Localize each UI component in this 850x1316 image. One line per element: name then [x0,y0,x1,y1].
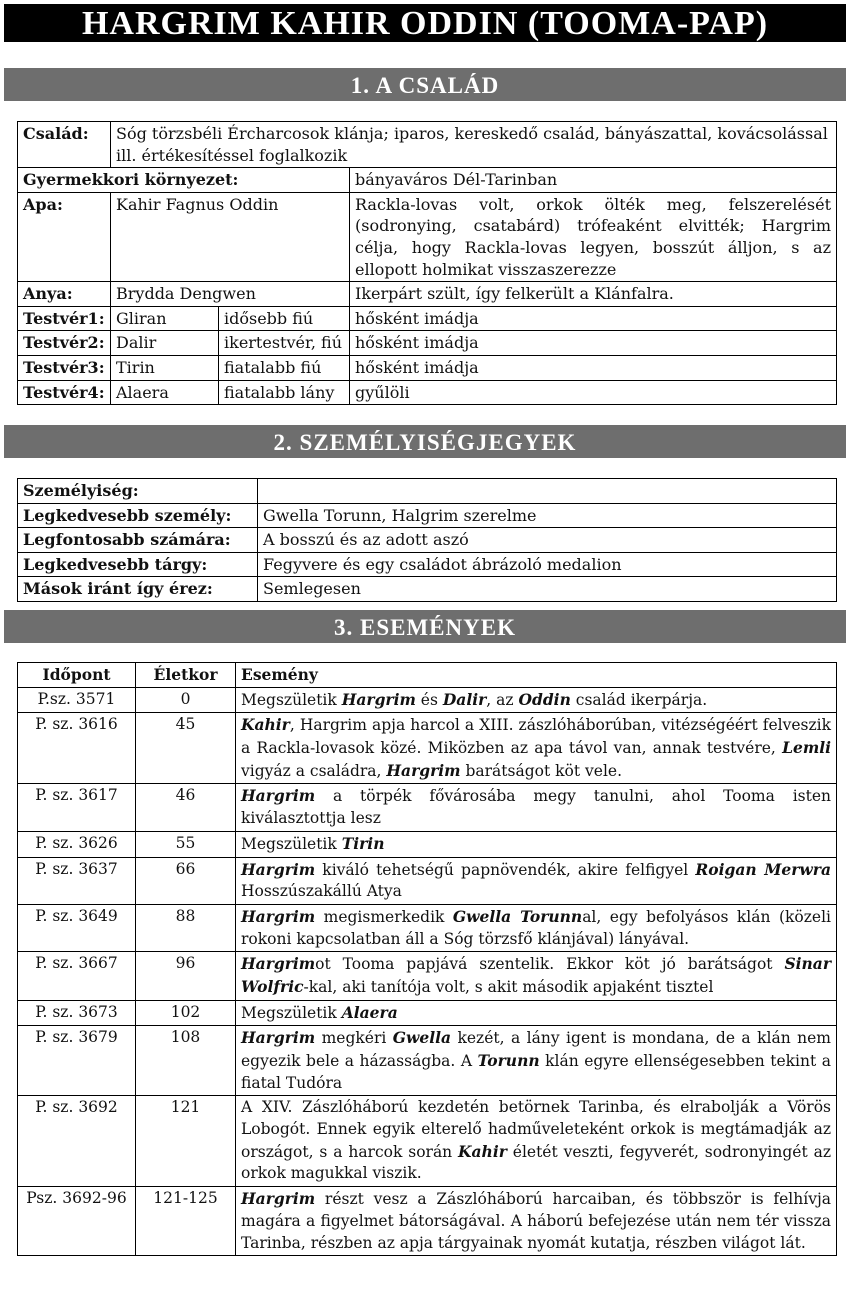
name-emphasis: Hargrim [241,1189,316,1209]
father-name: Kahir Fagnus Oddin [111,192,350,281]
sibling-relation: fiatalabb lány [219,380,350,405]
personality-row [18,479,837,504]
father-note: Rackla-lovas volt, orkok ölték meg, felszerelését (sodronying, csatabárd) trófeaként elvitték; Hargrim célja, hogy Rackla-lovas legyen, bosszút álljon, s az ellopott holmikat visszaszerezze [350,192,837,281]
table-row [18,904,837,951]
name-emphasis: Kahir [458,1141,507,1161]
section-heading-events: 3. ESEMÉNYEK [4,610,846,643]
name-emphasis: Hargrim [241,1028,316,1048]
personality-table [17,478,837,602]
family-label: Család: [18,122,111,168]
personality-label: Legfontosabb számára: [18,528,258,553]
event-age: 121-125 [136,1187,236,1256]
sibling-label: Testvér2: [18,331,111,356]
events-table [17,662,837,1256]
event-date: Psz. 3692-96 [18,1187,136,1256]
personality-value: Gwella Torunn, Halgrim szerelme [258,503,837,528]
mother-name: Brydda Dengwen [111,282,350,307]
sibling-note: gyűlöli [350,380,837,405]
sibling-name: Gliran [111,306,219,331]
event-age: 96 [136,952,236,1000]
family-row [18,122,837,168]
table-row [18,1187,837,1256]
event-text: Megszületik Tirin [236,831,837,857]
sibling-relation: ikertestvér, fiú [219,331,350,356]
personality-label: Személyiség: [18,479,258,504]
event-text: Kahir, Hargrim apja harcol a XIII. zászlóháborúban, vitézségéért felveszik a Rackla-lovasok közé. Miközben az apa távol van, annak testvére, Lemli vigyáz a családra, Hargrim barátságot köt vele. [236,713,837,784]
personality-label: Legkedvesebb tárgy: [18,552,258,577]
event-date: P. sz. 3626 [18,831,136,857]
table-row [18,857,837,904]
name-emphasis: Hargrim [241,786,316,806]
name-emphasis: Torunn [477,1051,540,1070]
event-age: 46 [136,784,236,831]
event-age: 66 [136,857,236,904]
events-header-row [18,663,837,688]
event-date: P.sz. 3571 [18,687,136,713]
sibling-note: hősként imádja [350,355,837,380]
sibling-relation: idősebb fiú [219,306,350,331]
sibling-row [18,306,837,331]
page-title: HARGRIM KAHIR ODDIN (TOOMA-PAP) [4,4,846,42]
sibling-note: hősként imádja [350,306,837,331]
event-age: 55 [136,831,236,857]
table-row [18,713,837,784]
name-emphasis: Alaera [341,1002,398,1022]
personality-row [18,577,837,602]
section-heading-personality: 2. SZEMÉLYISÉGJEGYEK [4,425,846,458]
event-date: P. sz. 3616 [18,713,136,784]
personality-value: Semlegesen [258,577,837,602]
event-age: 0 [136,687,236,713]
name-emphasis: Hargrim [241,859,316,879]
mother-label: Anya: [18,282,111,307]
event-age: 108 [136,1026,236,1096]
mother-row [18,282,837,307]
event-age: 88 [136,904,236,951]
father-label: Apa: [18,192,111,281]
family-value: Sóg törzsbéli Ércharcosok klánja; iparos, kereskedő család, bányászattal, kovácsolással ill. értékesítéssel foglalkozik [111,122,837,168]
name-emphasis: Tirin [341,833,385,853]
column-header-date: Időpont [18,663,136,688]
event-text: Megszületik Hargrim és Dalir, az Oddin család ikerpárja. [236,687,837,713]
event-date: P. sz. 3679 [18,1026,136,1096]
personality-row [18,552,837,577]
name-emphasis: Hargrim [386,760,461,780]
event-text: Hargrim részt vesz a Zászlóháború harcaiban, és többször is felhívja magára a figyelmet bátorságával. A háború befejezése után nem tér vissza Tarinba, részben az apja tárgyainak nyomát kutatja, részben világot lát. [236,1187,837,1256]
event-text: Megszületik Alaera [236,1000,837,1026]
table-row [18,952,837,1000]
name-emphasis: Lemli [782,738,831,758]
name-emphasis: Hargrim [341,689,416,709]
sibling-label: Testvér4: [18,380,111,405]
table-row [18,831,837,857]
sibling-name: Alaera [111,380,219,405]
sibling-label: Testvér1: [18,306,111,331]
event-age: 121 [136,1096,236,1187]
event-text: Hargrimot Tooma papjává szentelik. Ekkor köt jó barátságot Sinar Wolfric-kal, aki tanítója volt, s akit második apjaként tisztel [236,952,837,1000]
personality-value: Fegyvere és egy családot ábrázoló medalion [258,552,837,577]
event-date: P. sz. 3649 [18,904,136,951]
childhood-value: bányaváros Dél-Tarinban [350,168,837,193]
name-emphasis: Gwella [392,1028,452,1048]
table-row [18,687,837,713]
name-emphasis: Roigan Merwra [695,859,831,879]
event-date: P. sz. 3637 [18,857,136,904]
event-date: P. sz. 3667 [18,952,136,1000]
event-text: Hargrim kiváló tehetségű papnövendék, akire felfigyel Roigan Merwra Hosszúszakállú Atya [236,857,837,904]
event-age: 45 [136,713,236,784]
name-emphasis: Hargrim [241,954,316,974]
personality-row [18,503,837,528]
name-emphasis: Dalir [442,689,487,709]
personality-label: Legkedvesebb személy: [18,503,258,528]
personality-value [258,479,837,504]
father-row [18,192,837,281]
sibling-label: Testvér3: [18,355,111,380]
event-text: Hargrim a törpék fővárosába megy tanulni, ahol Tooma isten kiválasztottja lesz [236,784,837,831]
name-emphasis: Kahir [241,715,290,735]
personality-row [18,528,837,553]
sibling-relation: fiatalabb fiú [219,355,350,380]
event-text: Hargrim megkéri Gwella kezét, a lány igent is mondana, de a klán nem egyezik bele a házasságba. A Torunn klán egyre ellenségesebben tekint a fiatal Tudóra [236,1026,837,1096]
sibling-row [18,380,837,405]
event-date: P. sz. 3617 [18,784,136,831]
sibling-row [18,355,837,380]
event-text: Hargrim megismerkedik Gwella Torunnal, egy befolyásos klán (közeli rokoni kapcsolatban áll a Sóg törzsfő klánjával) lányával. [236,904,837,951]
sibling-row [18,331,837,356]
event-age: 102 [136,1000,236,1026]
table-row [18,784,837,831]
name-emphasis: Hargrim [241,906,316,926]
childhood-row [18,168,837,193]
personality-value: A bosszú és az adott aszó [258,528,837,553]
name-emphasis: Gwella Torunn [452,906,583,926]
column-header-event: Esemény [236,663,837,688]
personality-label: Mások iránt így érez: [18,577,258,602]
mother-note: Ikerpárt szült, így felkerült a Klánfalra. [350,282,837,307]
family-table [17,121,837,405]
section-heading-family: 1. A CSALÁD [4,68,846,101]
sibling-name: Dalir [111,331,219,356]
event-date: P. sz. 3692 [18,1096,136,1187]
sibling-note: hősként imádja [350,331,837,356]
name-emphasis: Oddin [518,689,571,709]
event-date: P. sz. 3673 [18,1000,136,1026]
column-header-age: Életkor [136,663,236,688]
name-emphasis: Sinar Wolfric [241,954,831,996]
table-row [18,1096,837,1187]
event-text: A XIV. Zászlóháború kezdetén betörnek Tarinba, és elrabolják a Vörös Lobogót. Ennek egyik elterelő hadműveleteként orkok is megtámadják az országot, s a harcok során Kahir életét veszti, fegyverét, sodronyingét az orkok magukkal viszik. [236,1096,837,1187]
table-row [18,1000,837,1026]
childhood-label: Gyermekkori környezet: [18,168,350,193]
sibling-name: Tirin [111,355,219,380]
table-row [18,1026,837,1096]
